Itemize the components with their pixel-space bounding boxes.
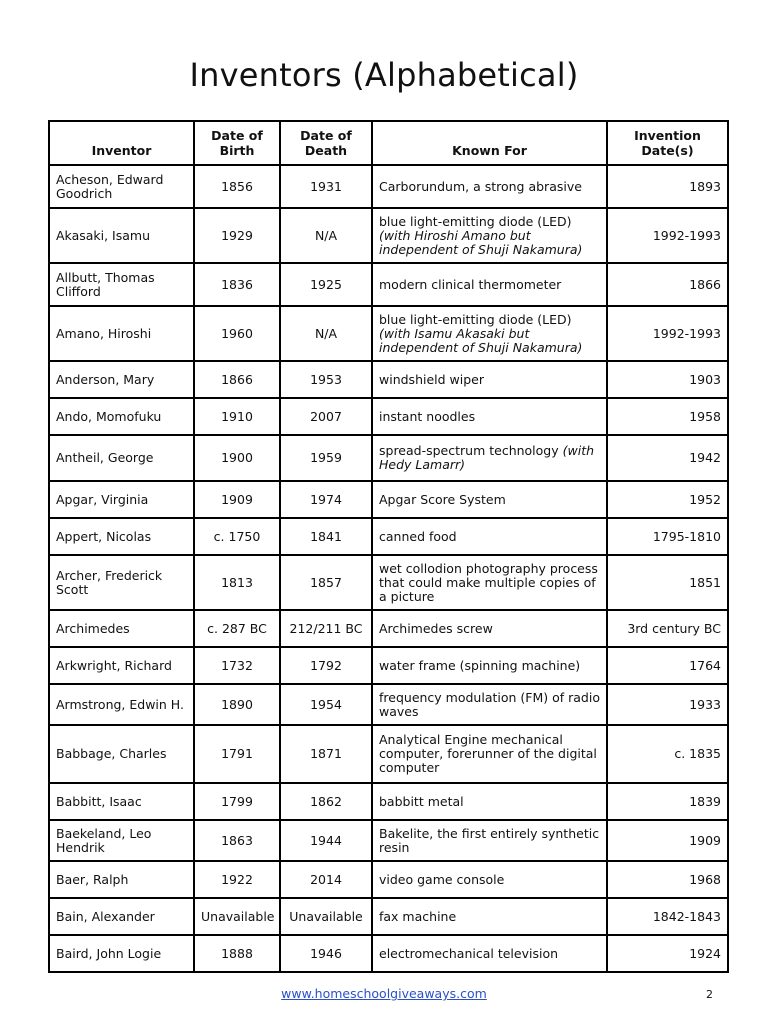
table-row (49, 783, 728, 820)
known-for-text: modern clinical thermometer (379, 276, 562, 292)
cell-inventor: Babbage, Charles (49, 725, 194, 783)
table-row (49, 610, 728, 647)
cell-death: 1946 (280, 935, 372, 972)
known-for-text: Apgar Score System (379, 491, 506, 507)
known-for-text: electromechanical television (379, 945, 559, 961)
table-row (49, 435, 728, 481)
cell-birth: c. 1750 (194, 518, 280, 555)
cell-invention-dates: 1909 (607, 820, 728, 861)
known-for-text: Archimedes screw (379, 620, 493, 636)
cell-inventor: Allbutt, Thomas Clifford (49, 263, 194, 306)
table-row (49, 481, 728, 518)
cell-death: 2014 (280, 861, 372, 898)
header-known-for: Known For (372, 121, 607, 165)
cell-known-for (372, 435, 607, 481)
cell-inventor: Apgar, Virginia (49, 481, 194, 518)
cell-known-for (372, 361, 607, 398)
table-row (49, 306, 728, 361)
cell-birth: Unavailable (194, 898, 280, 935)
cell-invention-dates: 1764 (607, 647, 728, 684)
table-row (49, 361, 728, 398)
cell-invention-dates: 1924 (607, 935, 728, 972)
cell-known-for (372, 783, 607, 820)
known-for-text: blue light-emitting diode (LED) (379, 311, 572, 327)
cell-birth: 1732 (194, 647, 280, 684)
cell-birth: 1960 (194, 306, 280, 361)
cell-inventor: Arkwright, Richard (49, 647, 194, 684)
cell-invention-dates: 1992-1993 (607, 208, 728, 263)
known-for-note: (with Hedy Lamarr) (379, 443, 595, 472)
known-for-text: Analytical Engine mechanical computer, forerunner of the digital computer (379, 732, 597, 775)
page-title: Inventors (Alphabetical) (189, 56, 579, 94)
cell-known-for (372, 481, 607, 518)
cell-inventor: Anderson, Mary (49, 361, 194, 398)
cell-inventor: Armstrong, Edwin H. (49, 684, 194, 725)
footer-website-link[interactable]: www.homeschoolgiveaways.com (281, 986, 487, 1001)
table-row (49, 861, 728, 898)
cell-death: 1857 (280, 555, 372, 610)
cell-invention-dates: 1851 (607, 555, 728, 610)
table-row (49, 820, 728, 861)
cell-death: 1792 (280, 647, 372, 684)
cell-inventor: Baer, Ralph (49, 861, 194, 898)
inventors-table (48, 120, 729, 973)
cell-known-for (372, 898, 607, 935)
cell-death: N/A (280, 208, 372, 263)
cell-death: 1925 (280, 263, 372, 306)
cell-birth: c. 287 BC (194, 610, 280, 647)
cell-invention-dates: 1968 (607, 861, 728, 898)
cell-inventor: Acheson, Edward Goodrich (49, 165, 194, 208)
cell-inventor: Baekeland, Leo Hendrik (49, 820, 194, 861)
cell-known-for (372, 820, 607, 861)
known-for-text: Carborundum, a strong abrasive (379, 178, 582, 194)
cell-inventor: Amano, Hiroshi (49, 306, 194, 361)
table-row (49, 898, 728, 935)
header-date-of-birth: Date of Birth (194, 121, 280, 165)
cell-invention-dates: 1795-1810 (607, 518, 728, 555)
cell-death: 1974 (280, 481, 372, 518)
cell-invention-dates: 1933 (607, 684, 728, 725)
cell-birth: 1929 (194, 208, 280, 263)
cell-birth: 1890 (194, 684, 280, 725)
cell-known-for (372, 208, 607, 263)
known-for-text: wet collodion photography process that could make multiple copies of a picture (379, 560, 598, 604)
cell-birth: 1922 (194, 861, 280, 898)
cell-known-for (372, 725, 607, 783)
known-for-note: (with Hiroshi Amano but independent of Shuji Nakamura) (379, 227, 583, 257)
cell-death: 1953 (280, 361, 372, 398)
table-row (49, 518, 728, 555)
table-row (49, 398, 728, 435)
cell-inventor: Ando, Momofuku (49, 398, 194, 435)
table-row (49, 208, 728, 263)
cell-known-for (372, 306, 607, 361)
known-for-text: Bakelite, the first entirely synthetic resin (379, 825, 600, 855)
cell-inventor: Archimedes (49, 610, 194, 647)
known-for-note: (with Isamu Akasaki but independent of Shuji Nakamura) (379, 325, 583, 355)
cell-known-for (372, 165, 607, 208)
cell-birth: 1910 (194, 398, 280, 435)
cell-death: 1944 (280, 820, 372, 861)
known-for-text: windshield wiper (379, 371, 484, 387)
known-for-text: frequency modulation (FM) of radio waves (379, 689, 600, 719)
cell-invention-dates: 3rd century BC (607, 610, 728, 647)
table-header-row (49, 121, 728, 165)
known-for-text: babbitt metal (379, 793, 464, 809)
cell-death: 2007 (280, 398, 372, 435)
cell-known-for (372, 610, 607, 647)
cell-birth: 1813 (194, 555, 280, 610)
known-for-text: instant noodles (379, 408, 476, 424)
cell-known-for (372, 861, 607, 898)
cell-birth: 1799 (194, 783, 280, 820)
table-row (49, 725, 728, 783)
table-row (49, 647, 728, 684)
cell-invention-dates: 1903 (607, 361, 728, 398)
cell-death: 1841 (280, 518, 372, 555)
cell-known-for (372, 935, 607, 972)
cell-invention-dates: 1958 (607, 398, 728, 435)
cell-invention-dates: 1866 (607, 263, 728, 306)
cell-death: 1959 (280, 435, 372, 481)
cell-birth: 1866 (194, 361, 280, 398)
table-row (49, 165, 728, 208)
cell-death: 1871 (280, 725, 372, 783)
cell-invention-dates: 1992-1993 (607, 306, 728, 361)
known-for-text: canned food (379, 528, 457, 544)
cell-known-for (372, 647, 607, 684)
cell-known-for (372, 684, 607, 725)
cell-invention-dates: 1942 (607, 435, 728, 481)
cell-death: N/A (280, 306, 372, 361)
cell-known-for (372, 555, 607, 610)
cell-birth: 1836 (194, 263, 280, 306)
table-row (49, 555, 728, 610)
table-body (49, 165, 728, 972)
cell-inventor: Baird, John Logie (49, 935, 194, 972)
cell-invention-dates: c. 1835 (607, 725, 728, 783)
cell-birth: 1863 (194, 820, 280, 861)
page-number: 2 (706, 988, 713, 1001)
cell-inventor: Appert, Nicolas (49, 518, 194, 555)
cell-death: Unavailable (280, 898, 372, 935)
cell-inventor: Antheil, George (49, 435, 194, 481)
cell-birth: 1888 (194, 935, 280, 972)
header-inventor: Inventor (49, 121, 194, 165)
known-for-text: spread-spectrum technology (379, 443, 563, 458)
cell-birth: 1900 (194, 435, 280, 481)
known-for-text: blue light-emitting diode (LED) (379, 213, 572, 229)
cell-invention-dates: 1893 (607, 165, 728, 208)
cell-inventor: Babbitt, Isaac (49, 783, 194, 820)
cell-invention-dates: 1842-1843 (607, 898, 728, 935)
known-for-text: video game console (379, 871, 505, 887)
cell-known-for (372, 263, 607, 306)
table-row (49, 935, 728, 972)
cell-birth: 1791 (194, 725, 280, 783)
table-row (49, 684, 728, 725)
known-for-text: water frame (spinning machine) (379, 657, 581, 673)
cell-death: 1954 (280, 684, 372, 725)
cell-death: 1931 (280, 165, 372, 208)
known-for-text: fax machine (379, 908, 457, 924)
cell-birth: 1909 (194, 481, 280, 518)
cell-inventor: Archer, Frederick Scott (49, 555, 194, 610)
header-invention-dates: Invention Date(s) (607, 121, 728, 165)
cell-invention-dates: 1952 (607, 481, 728, 518)
header-date-of-death: Date of Death (280, 121, 372, 165)
table-row (49, 263, 728, 306)
cell-known-for (372, 518, 607, 555)
cell-inventor: Bain, Alexander (49, 898, 194, 935)
cell-death: 1862 (280, 783, 372, 820)
cell-inventor: Akasaki, Isamu (49, 208, 194, 263)
cell-invention-dates: 1839 (607, 783, 728, 820)
cell-known-for (372, 398, 607, 435)
cell-birth: 1856 (194, 165, 280, 208)
cell-death: 212/211 BC (280, 610, 372, 647)
